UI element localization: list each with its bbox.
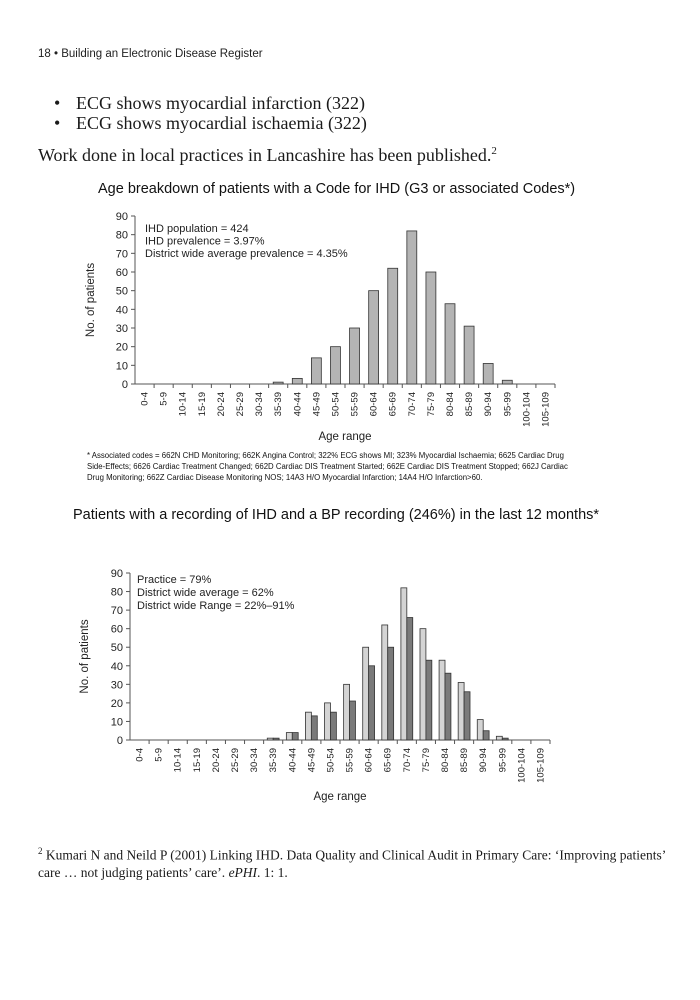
y-tick-label: 80 <box>115 229 128 242</box>
bar <box>439 660 445 740</box>
chart2-title: Patients with a recording of IHD and a BP recording (246%) in the last 12 months* <box>73 507 600 523</box>
x-tick-label: 0-4 <box>134 748 146 762</box>
bullet-marker: • <box>54 113 61 133</box>
y-tick-label: 30 <box>110 679 123 692</box>
y-tick-label: 60 <box>110 623 123 636</box>
bar <box>311 358 321 384</box>
x-tick-label: 15-19 <box>191 748 203 773</box>
bullet-list <box>54 93 367 133</box>
bar <box>267 738 273 740</box>
x-tick-label: 40-44 <box>292 392 304 417</box>
x-tick-label: 0-4 <box>139 392 151 406</box>
x-tick-label: 90-94 <box>483 392 495 417</box>
y-tick-label: 0 <box>116 735 123 747</box>
x-tick-label: 100-104 <box>521 392 533 427</box>
y-tick-label: 60 <box>115 267 128 279</box>
bar <box>325 703 331 740</box>
chart-notes: * Associated codes = 662N CHD Monitoring; 662K Angina Control; 322% ECG shows MI; 323% Myocardial Ischaemia; 6625 Cardiac Drug Side-Effects; 6626 Cardiac Treatment Changed; 662D Cardiac DIS Treatment Started; 662E Cardiac DIS Treatment Stopped; 662J Cardiac Drug Monitoring; 662Z Cardiac Disease Monitoring NOS; 14A3 H/O Myocardial Infarction; 14A4 H/O Infarction>60. <box>87 451 568 482</box>
bar <box>464 326 474 384</box>
x-tick-label: 65-69 <box>387 392 399 417</box>
chart-annotation: Practice = 79% <box>137 574 212 586</box>
y-tick-label: 20 <box>115 341 128 354</box>
bar <box>382 625 388 740</box>
chart1-title: Age breakdown of patients with a Code for IHD (G3 or associated Codes*) <box>98 181 576 197</box>
x-tick-label: 15-19 <box>196 392 208 417</box>
bar <box>292 378 302 384</box>
bar <box>369 666 375 740</box>
bar <box>420 629 426 740</box>
bar <box>286 733 292 740</box>
chart1-svg <box>0 205 700 450</box>
x-tick-label: 5-9 <box>158 392 170 406</box>
x-tick-label: 50-54 <box>330 392 342 417</box>
bar <box>273 738 279 740</box>
x-tick-label: 55-59 <box>349 392 361 417</box>
footnote-journal: ePHI <box>228 864 258 880</box>
bar <box>388 647 394 740</box>
body-paragraph <box>38 145 497 166</box>
x-tick-label: 35-39 <box>268 748 280 773</box>
y-tick-label: 50 <box>110 642 123 655</box>
chart-annotation: District wide Range = 22%–91% <box>137 600 295 612</box>
bar <box>363 647 369 740</box>
x-tick-label: 20-24 <box>215 392 227 417</box>
bar <box>496 736 502 740</box>
y-tick-label: 90 <box>115 211 128 223</box>
footnote <box>38 843 668 881</box>
bar <box>388 268 398 384</box>
x-tick-label: 105-109 <box>540 392 552 427</box>
bar <box>369 291 379 384</box>
x-tick-label: 95-99 <box>502 391 514 417</box>
bar <box>502 738 508 740</box>
bar <box>426 272 436 384</box>
bar <box>464 692 470 740</box>
bar <box>458 682 464 740</box>
x-tick-label: 75-79 <box>425 392 437 417</box>
x-tick-label: 60-64 <box>368 392 380 417</box>
x-tick-label: 40-44 <box>287 748 299 773</box>
x-tick-label: 70-74 <box>406 392 418 417</box>
y-tick-label: 70 <box>110 605 123 618</box>
x-tick-label: 85-89 <box>459 748 471 773</box>
y-axis-label: No. of patients <box>85 262 97 338</box>
chart-annotation: District wide average prevalence = 4.35% <box>145 248 348 260</box>
y-tick-label: 50 <box>115 285 128 298</box>
x-tick-label: 20-24 <box>210 748 222 773</box>
bar <box>401 588 407 740</box>
chart-annotation: District wide average = 62% <box>137 587 274 599</box>
y-tick-label: 10 <box>110 716 123 729</box>
bullet-marker: • <box>54 93 61 113</box>
bar <box>330 347 340 384</box>
x-axis-label: Age range <box>318 431 372 443</box>
bar <box>445 673 451 740</box>
bar <box>477 720 483 740</box>
x-tick-label: 25-29 <box>235 392 246 417</box>
x-tick-label: 5-9 <box>153 748 165 762</box>
bar <box>292 733 298 740</box>
bar <box>344 684 350 740</box>
bar <box>350 328 360 384</box>
y-tick-label: 70 <box>115 248 128 261</box>
bar <box>330 712 336 740</box>
x-tick-label: 90-94 <box>478 748 490 773</box>
x-tick-label: 65-69 <box>382 748 394 773</box>
bar <box>407 618 413 740</box>
bullet-item <box>54 93 367 113</box>
bar <box>273 382 283 384</box>
bullet-text: ECG shows myocardial ischaemia (322) <box>76 113 367 133</box>
chart2-svg <box>0 560 700 810</box>
x-tick-label: 70-74 <box>401 748 413 773</box>
running-header: 18 • Building an Electronic Disease Register <box>38 48 263 60</box>
y-tick-label: 10 <box>115 360 128 373</box>
x-tick-label: 60-64 <box>363 748 375 773</box>
y-tick-label: 90 <box>110 568 123 580</box>
x-tick-label: 75-79 <box>420 748 432 773</box>
bar <box>311 716 317 740</box>
bar <box>407 231 417 384</box>
x-tick-label: 10-14 <box>177 392 189 417</box>
x-tick-label: 80-84 <box>445 392 456 417</box>
bullet-text: ECG shows myocardial infarction (322) <box>76 93 365 113</box>
y-axis-label: No. of patients <box>79 619 91 694</box>
bar <box>502 380 512 384</box>
y-tick-label: 80 <box>110 586 123 599</box>
chart-annotation: IHD prevalence = 3.97% <box>145 235 265 248</box>
x-tick-label: 30-34 <box>249 748 261 773</box>
x-tick-label: 50-54 <box>325 748 337 773</box>
bar <box>305 712 311 740</box>
bar <box>483 731 489 740</box>
y-tick-label: 40 <box>115 304 128 317</box>
chart-annotation: IHD population = 424 <box>145 223 249 235</box>
x-tick-label: 105-109 <box>535 748 547 783</box>
footnote-text: Kumari N and Neild P (2001) Linking IHD. Data Quality and Clinical Audit in Primary Care: ‘Improving patients’ care … not judging patients’ care’. <box>38 847 666 880</box>
x-tick-label: 55-59 <box>344 748 356 773</box>
paragraph-text: Work done in local practices in Lancashire has been published. <box>38 145 492 165</box>
x-tick-label: 10-14 <box>172 748 184 773</box>
x-tick-label: 25-29 <box>230 748 241 773</box>
x-tick-label: 85-89 <box>464 392 476 417</box>
bar <box>445 304 455 384</box>
bullet-item <box>54 113 367 133</box>
y-tick-label: 40 <box>110 660 123 673</box>
footnote-end: . 1: 1. <box>257 864 288 880</box>
x-tick-label: 30-34 <box>254 392 266 417</box>
y-tick-label: 20 <box>110 697 123 710</box>
y-tick-label: 30 <box>115 323 128 335</box>
x-tick-label: 100-104 <box>516 748 528 783</box>
x-tick-label: 35-39 <box>273 392 285 417</box>
y-tick-label: 0 <box>121 379 128 391</box>
bar <box>483 363 493 384</box>
x-tick-label: 80-84 <box>440 748 451 773</box>
x-axis-label: Age range <box>313 791 367 803</box>
x-tick-label: 45-49 <box>306 748 318 773</box>
bar <box>350 701 356 740</box>
footnote-ref: 2 <box>491 145 497 157</box>
footnote-number: 2 <box>38 846 43 856</box>
bar <box>426 660 432 740</box>
x-tick-label: 45-49 <box>311 392 323 417</box>
x-tick-label: 95-99 <box>497 748 509 773</box>
